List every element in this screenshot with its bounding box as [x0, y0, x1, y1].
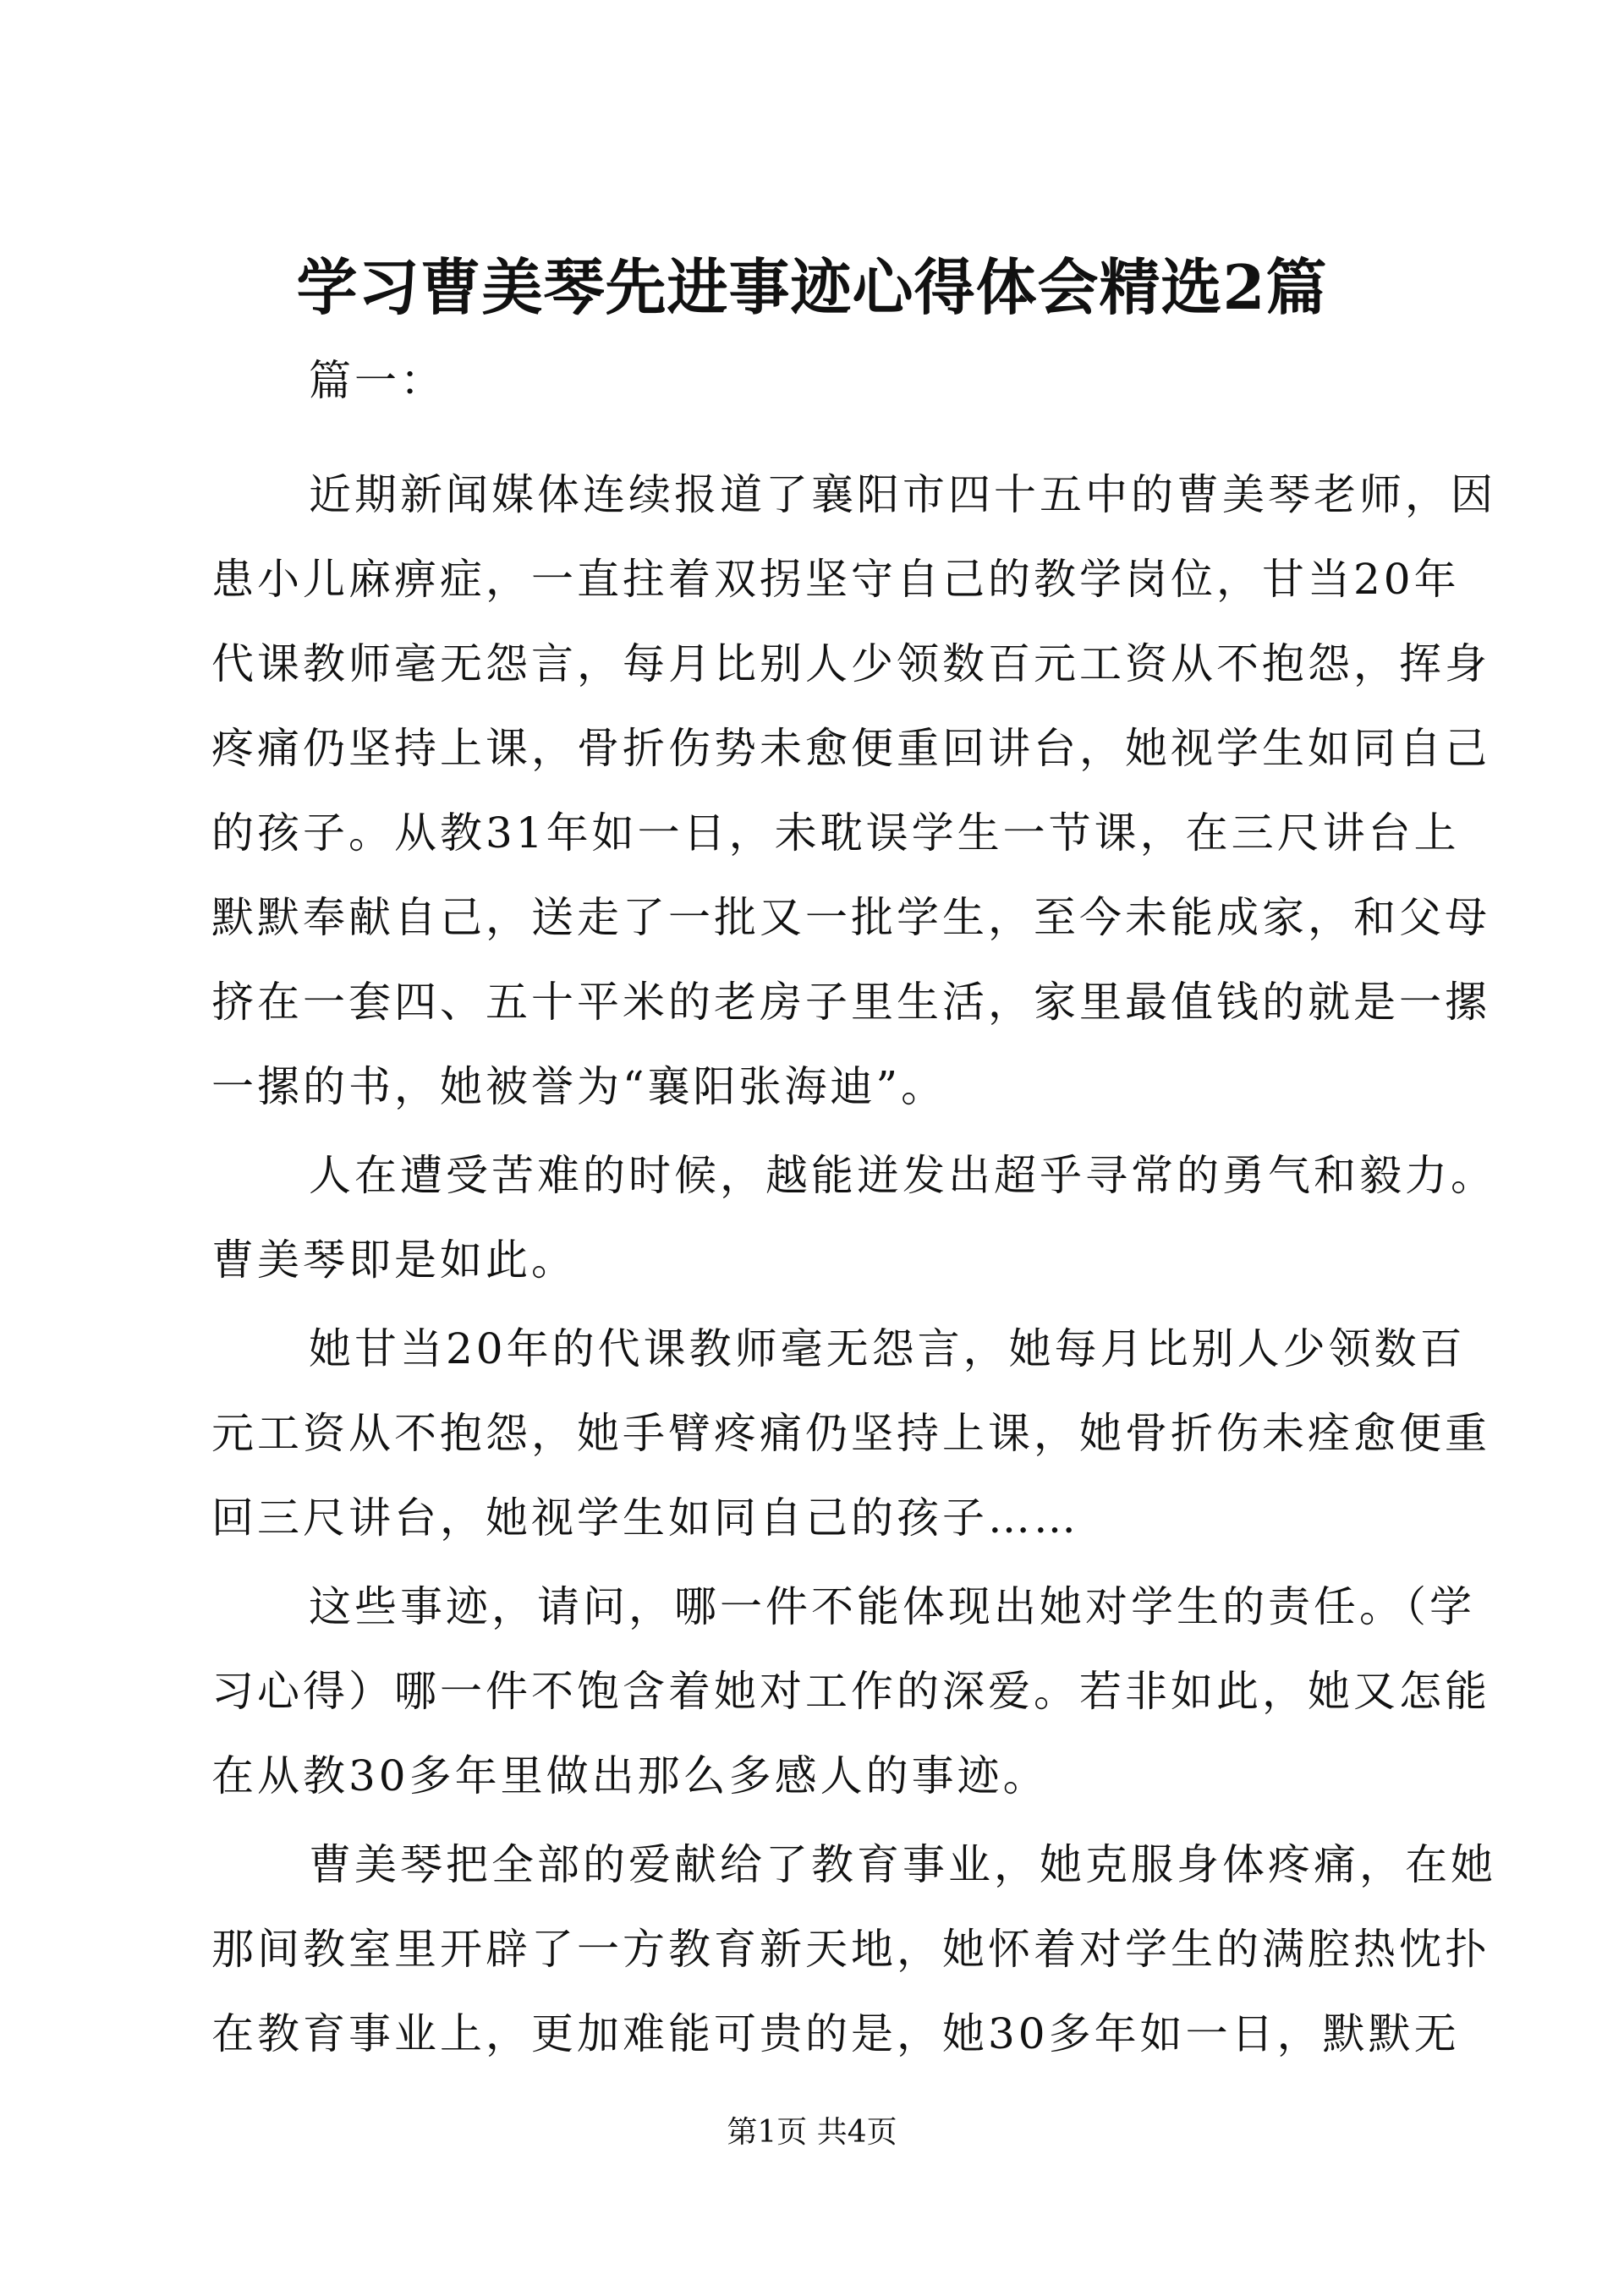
page-footer: 第1页 共4页	[727, 2115, 897, 2150]
text-line: 一摞的书，她被誉为“襄阳张海迪”。	[211, 1062, 947, 1111]
text-line: 元工资从不抱怨，她手臂疼痛仍坚持上课，她骨折伤未痊愈便重	[211, 1409, 1490, 1458]
text-line: 人在遭受苦难的时候，越能迸发出超乎寻常的勇气和毅力。	[309, 1151, 1496, 1200]
text-line: 她甘当20年的代课教师毫无怨言，她每月比别人少领数百	[309, 1324, 1466, 1373]
text-line: 在从教30多年里做出那么多感人的事迹。	[211, 1751, 1049, 1800]
document-title: 学习曹美琴先进事迹心得体会精选2篇	[296, 251, 1328, 323]
text-line: 习心得）哪一件不饱含着她对工作的深爱。若非如此，她又怎能	[211, 1667, 1490, 1716]
text-line: 近期新闻媒体连续报道了襄阳市四十五中的曹美琴老师，因	[309, 470, 1496, 519]
text-line: 回三尺讲台，她视学生如同自己的孩子……	[211, 1493, 1079, 1543]
text-line: 挤在一套四、五十平米的老房子里生活，家里最值钱的就是一摞	[211, 978, 1490, 1027]
text-line: 疼痛仍坚持上课，骨折伤势未愈便重回讲台，她视学生如同自己	[211, 724, 1490, 773]
text-line: 的孩子。从教31年如一日，未耽误学生一节课，在三尺讲台上	[211, 808, 1460, 858]
text-line: 这些事迹，请问，哪一件不能体现出她对学生的责任。（学	[309, 1582, 1475, 1631]
text-line: 代课教师毫无怨言，每月比别人少领数百元工资从不抱怨，挥身	[211, 639, 1490, 688]
text-line: 在教育事业上，更加难能可贵的是，她30多年如一日，默默无	[211, 2009, 1460, 2058]
text-line: 篇一：	[309, 356, 446, 405]
text-line: 曹美琴把全部的爱献给了教育事业，她克服身体疼痛，在她	[309, 1840, 1496, 1889]
text-line: 那间教室里开辟了一方教育新天地，她怀着对学生的满腔热忱扑	[211, 1925, 1490, 1974]
text-line: 默默奉献自己，送走了一批又一批学生，至今未能成家，和父母	[211, 893, 1490, 942]
text-line: 曹美琴即是如此。	[211, 1236, 577, 1285]
text-line: 患小儿麻痹症，一直拄着双拐坚守自己的教学岗位，甘当20年	[211, 555, 1460, 604]
